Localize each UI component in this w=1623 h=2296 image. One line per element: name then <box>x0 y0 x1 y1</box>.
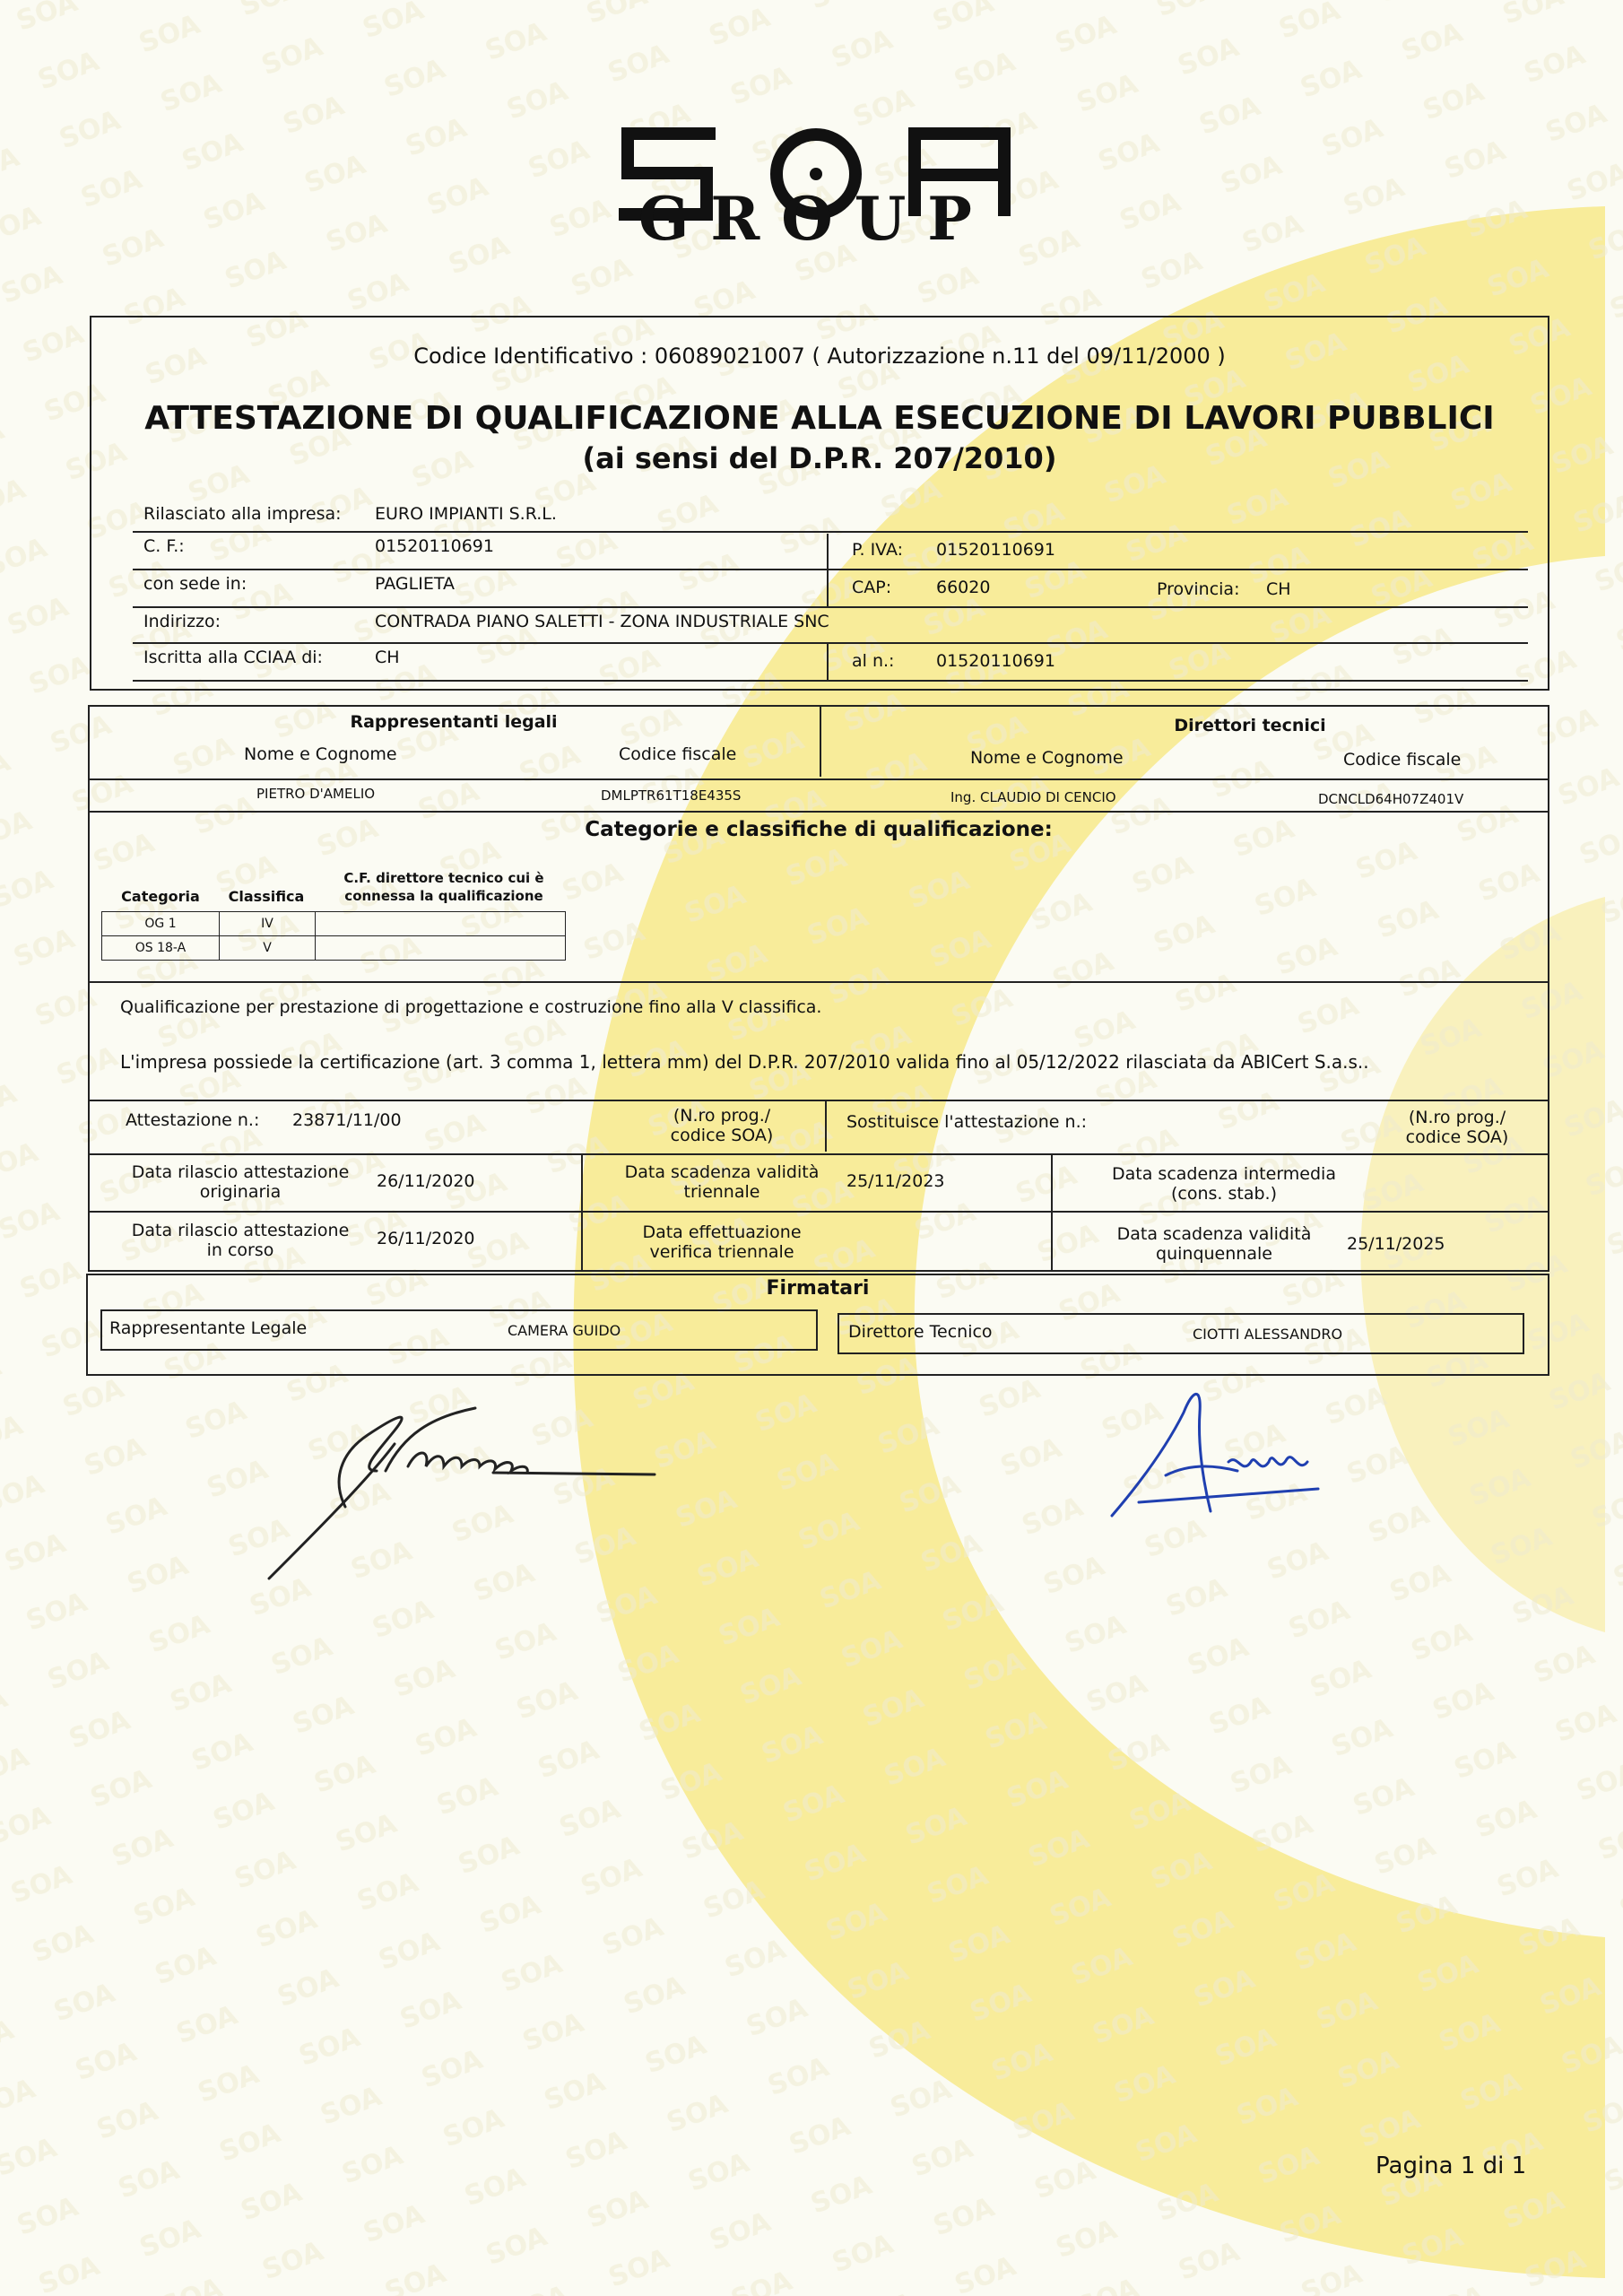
piva-value: 01520110691 <box>936 540 1055 560</box>
legale-cf: DMLPTR61T18E435S <box>601 787 742 804</box>
rilascio-orig-label-1: Data rilascio attestazione <box>131 1162 350 1183</box>
document-subtitle: (ai sensi del D.P.R. 207/2010) <box>582 441 1057 475</box>
indirizzo-value: CONTRADA PIANO SALETTI - ZONA INDUSTRIALE SNC <box>375 612 829 631</box>
note-certificazione: L'impresa possiede la certificazione (art. 3 comma 1, lettera mm) del D.P.R. 207/2010 valida fino al 05/12/2022 rilasciata da ABICert S.a.s.. <box>120 1051 1369 1073</box>
note-progettazione: Qualificazione per prestazione di progettazione e costruzione fino alla V classifica. <box>120 997 822 1017</box>
attestazione-label: Attestazione n.: <box>126 1110 260 1130</box>
cciaa-label: Iscritta alla CCIAA di: <box>143 648 323 667</box>
provincia-value: CH <box>1266 579 1291 599</box>
rilascio-orig-value: 26/11/2020 <box>377 1171 475 1191</box>
signature-tecnico-image <box>1103 1377 1327 1525</box>
scad-quinq-label-1: Data scadenza validità <box>1116 1224 1312 1245</box>
legale-cf-header: Codice fiscale <box>619 744 737 764</box>
tecnici-title: Direttori tecnici <box>1174 716 1326 735</box>
table-row <box>102 912 566 936</box>
scad-triennale-label-2: triennale <box>683 1182 760 1202</box>
classifica-cell: V <box>220 936 316 961</box>
cf-value: 01520110691 <box>375 536 494 556</box>
logo-group-text: GROUP <box>638 184 994 254</box>
nro-prog-left <box>619 1101 825 1152</box>
signature-legale-image <box>260 1381 664 1587</box>
codice-identificativo: Codice Identificativo : 06089021007 ( Autorizzazione n.11 del 09/11/2000 ) <box>413 344 1226 369</box>
cap-label: CAP: <box>852 578 892 597</box>
col-cf-header-1: C.F. direttore tecnico cui è <box>343 870 544 886</box>
scad-quinq-label-2: quinquennale <box>1156 1244 1272 1264</box>
verifica-label <box>583 1214 861 1272</box>
rilascio-corso-value: 26/11/2020 <box>377 1229 475 1248</box>
col-categoria-header: Categoria <box>121 888 200 905</box>
tecnico-cf: DCNCLD64H07Z401V <box>1318 791 1464 807</box>
sede-value: PAGLIETA <box>375 574 455 594</box>
scad-intermedia-label <box>1053 1157 1395 1213</box>
cf-cell <box>316 936 566 961</box>
classifica-cell: IV <box>220 912 316 936</box>
rilasciato-label: Rilasciato alla impresa: <box>143 504 342 524</box>
legale-signatory-label: Rappresentante Legale <box>109 1318 308 1338</box>
tecnico-signatory-label: Direttore Tecnico <box>848 1322 993 1342</box>
rilascio-orig-label <box>90 1155 391 1211</box>
tecnico-cf-header: Codice fiscale <box>1343 750 1462 770</box>
categoria-cell: OS 18-A <box>102 936 220 961</box>
legale-signatory-value: CAMERA GUIDO <box>508 1322 621 1339</box>
scad-intermedia-label-2: (cons. stab.) <box>1170 1184 1277 1204</box>
legali-title: Rappresentanti legali <box>350 712 558 732</box>
document-title: ATTESTAZIONE DI QUALIFICAZIONE ALLA ESECUZIONE DI LAVORI PUBBLICI <box>144 400 1495 437</box>
verifica-label-1: Data effettuazione <box>642 1222 802 1243</box>
nro-prog-left-2: codice SOA) <box>670 1126 774 1145</box>
legale-nome-header: Nome e Cognome <box>244 744 397 764</box>
piva-label: P. IVA: <box>852 540 904 560</box>
scad-triennale-label-1: Data scadenza validità <box>624 1162 820 1183</box>
nro-prog-right <box>1372 1103 1542 1153</box>
scad-intermedia-label-1: Data scadenza intermedia <box>1112 1164 1336 1185</box>
scad-quinq-label <box>1053 1216 1376 1274</box>
nro-prog-right-2: codice SOA) <box>1405 1127 1509 1147</box>
provincia-label: Provincia: <box>1157 579 1240 599</box>
legale-name: PIETRO D'AMELIO <box>256 786 376 802</box>
rilascio-corso-label-2: in corso <box>206 1240 274 1260</box>
col-classifica-header: Classifica <box>228 888 305 905</box>
rilasciato-value: EURO IMPIANTI S.R.L. <box>375 504 557 524</box>
rilascio-corso-label <box>90 1213 391 1270</box>
rilascio-corso-label-1: Data rilascio attestazione <box>131 1221 350 1241</box>
tecnico-signatory-value: CIOTTI ALESSANDRO <box>1193 1326 1343 1343</box>
aln-label: al n.: <box>852 651 895 671</box>
scad-triennale-label <box>583 1155 861 1211</box>
col-cf-header-2: connessa la qualificazione <box>344 888 543 904</box>
rilascio-orig-label-2: originaria <box>199 1182 282 1202</box>
aln-value: 01520110691 <box>936 651 1055 671</box>
categoria-cell: OG 1 <box>102 912 220 936</box>
cf-cell <box>316 912 566 936</box>
table-row <box>102 936 566 961</box>
categories-table <box>101 911 566 961</box>
nro-prog-left-1: (N.ro prog./ <box>673 1106 771 1126</box>
cciaa-value: CH <box>375 648 400 667</box>
page-number: Pagina 1 di 1 <box>1376 2152 1527 2179</box>
sostituisce-label: Sostituisce l'attestazione n.: <box>846 1112 1088 1132</box>
nro-prog-right-1: (N.ro prog./ <box>1408 1108 1506 1128</box>
tecnico-name: Ing. CLAUDIO DI CENCIO <box>950 789 1116 805</box>
scad-quinq-value: 25/11/2025 <box>1347 1234 1445 1254</box>
attestazione-value: 23871/11/00 <box>292 1110 402 1130</box>
cf-label: C. F.: <box>143 536 185 556</box>
indirizzo-label: Indirizzo: <box>143 612 221 631</box>
scad-triennale-value: 25/11/2023 <box>846 1171 945 1191</box>
verifica-label-2: verifica triennale <box>649 1242 794 1262</box>
signatories-title: Firmatari <box>766 1277 870 1300</box>
categories-title: Categorie e classifiche di qualificazione: <box>585 818 1053 841</box>
tecnico-nome-header: Nome e Cognome <box>970 748 1124 768</box>
cap-value: 66020 <box>936 578 991 597</box>
company-box <box>90 316 1549 691</box>
sede-label: con sede in: <box>143 574 247 594</box>
